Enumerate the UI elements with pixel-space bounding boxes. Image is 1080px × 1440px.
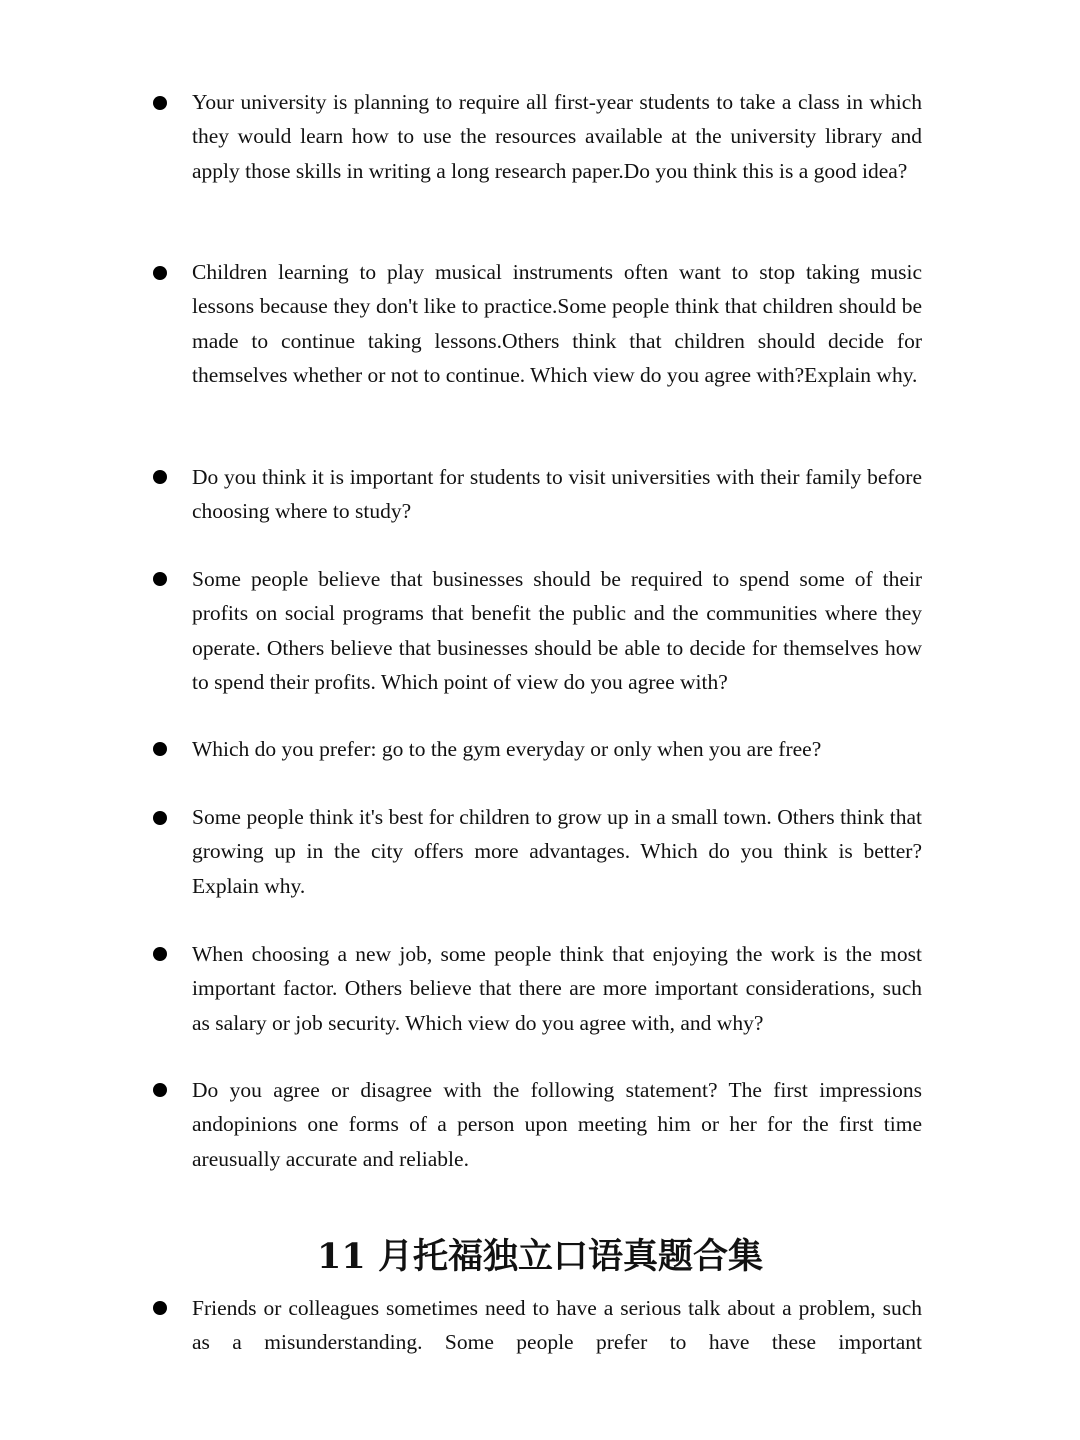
question-text: When choosing a new job, some people think that enjoying the work is the most important factor. Others believe that there are more important considerations, such as salary or job security. Which view do you agree with, and why? bbox=[192, 942, 922, 1035]
bullet-icon bbox=[153, 1301, 167, 1315]
question-text: Friends or colleagues sometimes need to have a serious talk about a problem, such as a misunderstanding. Some people prefer to have these important bbox=[192, 1296, 922, 1355]
bullet-icon bbox=[153, 470, 167, 484]
bullet-icon bbox=[153, 266, 167, 280]
question-text: Children learning to play musical instruments often want to stop taking music lessons because they don't like to practice.Some people think that children should be made to continue taking lessons.Others think that children should decide for themselves whether or not to continue. Which view do you agree with?Explain why. bbox=[192, 260, 922, 387]
question-text: Some people believe that businesses should be required to spend some of their profits on social programs that benefit the public and the communities where they operate. Others believe that businesses should be able to decide for themselves how to spend their profits. Which point of view do you agree with? bbox=[192, 567, 922, 694]
question-text: Some people think it's best for children to grow up in a small town. Others think that growing up in the city offers more advantages. Which do you think is better? Explain why. bbox=[192, 805, 922, 898]
bullet-icon bbox=[153, 742, 167, 756]
bullet-icon bbox=[153, 96, 167, 110]
question-text: Your university is planning to require all first-year students to take a class in which they would learn how to use the resources available at the university library and apply those skills in writing a long research paper.Do you think this is a good idea? bbox=[192, 90, 922, 183]
question-text: Which do you prefer: go to the gym everyday or only when you are free? bbox=[192, 737, 822, 761]
bullet-icon bbox=[153, 572, 167, 586]
bullet-icon bbox=[153, 1083, 167, 1097]
section-heading: 11 月托福独立口语真题合集 bbox=[317, 1236, 763, 1277]
question-text: Do you agree or disagree with the following statement? The first impressions andopinions one forms of a person upon meeting him or her for the first time areusually accurate and reliable. bbox=[192, 1078, 922, 1171]
bullet-icon bbox=[153, 811, 167, 825]
bullet-icon bbox=[153, 947, 167, 961]
question-text: Do you think it is important for students to visit universities with their family before choosing where to study? bbox=[192, 465, 922, 524]
